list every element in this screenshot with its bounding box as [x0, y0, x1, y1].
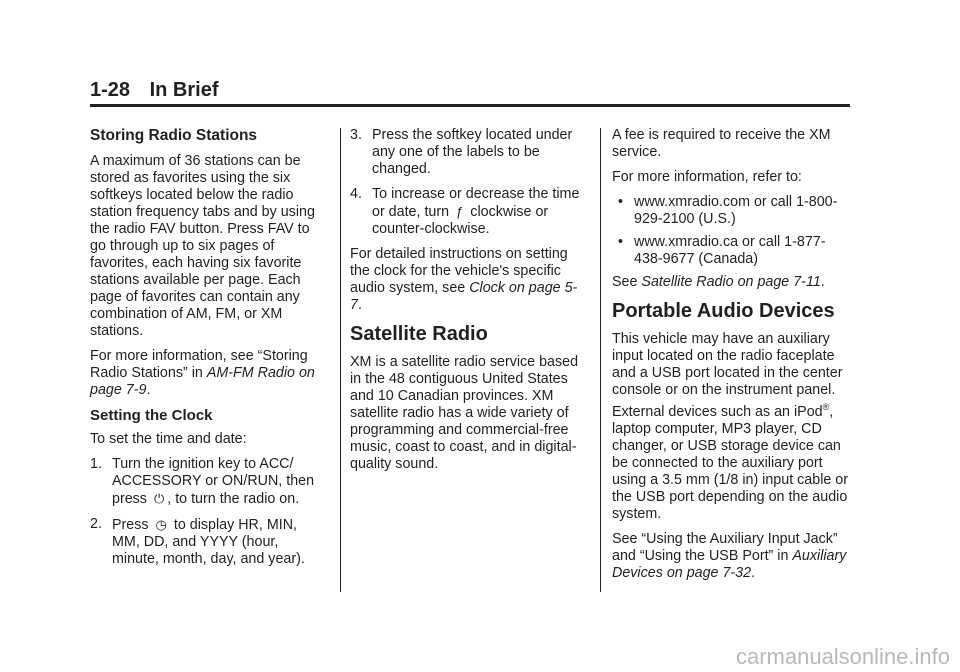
- section-title: In Brief: [149, 79, 219, 101]
- bullet-text: www.xmradio.ca or call 1-877-438-9677 (Canada): [634, 234, 826, 267]
- aux-text: See “Using the Auxiliary Input Jack” and “Using the USB Port” in: [612, 530, 838, 564]
- see-text: See: [612, 274, 642, 290]
- step-2-text-a: Press: [112, 517, 149, 533]
- bullet-icon: •: [618, 194, 624, 210]
- bullet-text: www.xmradio.com or call 1-800-929-2100 (U.S.): [634, 194, 838, 227]
- column-1: [90, 127, 326, 576]
- tune-knob-icon: ƒ: [456, 204, 464, 219]
- column-2: [350, 127, 586, 481]
- detail-link[interactable]: Clock on page 5-7: [350, 280, 578, 313]
- page-number: 1-28: [90, 79, 131, 101]
- list-item: [612, 194, 850, 228]
- more-info-link[interactable]: AM-FM Radio on page 7-9: [90, 365, 315, 398]
- bullet-icon: •: [618, 234, 624, 250]
- step-1: [90, 456, 326, 508]
- storing-more-info: [90, 348, 326, 399]
- step-4-number: 4.: [350, 186, 362, 202]
- step-2-number: 2.: [90, 516, 102, 532]
- more-info-text: For more information, see “Storing Radio Stations” in: [90, 348, 308, 381]
- step-1-number: 1.: [90, 456, 102, 472]
- clock-intro: To set the time and date:: [90, 431, 247, 447]
- aux-reference: [612, 531, 850, 582]
- header-rule: [90, 104, 850, 107]
- list-item: [612, 234, 850, 268]
- column-3: [612, 127, 850, 590]
- clock-detail: [350, 246, 586, 314]
- storing-heading: Storing Radio Stations: [90, 127, 258, 144]
- detail-end: .: [357, 297, 362, 313]
- column-divider-1: [340, 128, 341, 592]
- portable-heading: Portable Audio Devices: [612, 300, 835, 322]
- step-1-text-a: Turn the ignition key to ACC/ ACCESSORY or ON/RUN, then press: [112, 456, 315, 507]
- clock-heading: Setting the Clock: [90, 407, 213, 424]
- step-2-text-b: to display HR, MIN, MM, DD, and YYYY (hour, minute, month, day, and year).: [112, 517, 305, 567]
- column-divider-2: [600, 128, 601, 592]
- satellite-paragraph: XM is a satellite radio service based in the 48 contiguous United States and 10 Canadian provinces. XM satellite radio has a wide variety of programming and commercial-free music, coast to coast, and in digital-quality sound.: [350, 354, 579, 472]
- fee-text: A fee is required to receive the XM service.: [612, 127, 831, 160]
- portable-text-a: This vehicle may have an auxiliary input located on the radio faceplate and a USB port located in the center console or on the instrument panel. External devices such as an iPod: [612, 331, 843, 420]
- step-4-text-b: clockwise or counter-clockwise.: [372, 204, 549, 237]
- portable-paragraph: [612, 331, 850, 523]
- step-2: [90, 516, 326, 568]
- clock-icon: ◷: [155, 517, 167, 532]
- page-header: [90, 78, 219, 102]
- portable-text-b: , laptop computer, MP3 player, CD changer, or USB storage device can be connected to the auxiliary port using a 3.5 mm (1/8 in) input cable or the USB port depending on the audio system.: [612, 403, 849, 522]
- power-icon: ⏻: [153, 491, 165, 506]
- registered-mark: ®: [822, 402, 830, 412]
- step-3-number: 3.: [350, 127, 362, 143]
- watermark: carmanualsonline.info: [735, 644, 950, 669]
- step-3-text: Press the softkey located under any one of the labels to be changed.: [372, 127, 573, 177]
- see-end: .: [820, 274, 825, 290]
- step-4-text-a: To increase or decrease the time or date, turn: [372, 186, 580, 220]
- step-4: [350, 186, 586, 238]
- step-3: [350, 127, 586, 178]
- see-link[interactable]: Satellite Radio on page 7-11: [641, 274, 821, 290]
- storing-paragraph: A maximum of 36 stations can be stored as favorites using the six softkeys located below the radio station frequency tabs and by using the radio FAV button. Press FAV to go through up to six pages of favorites, each having six favorite stations available per page. Each page of favorites can contain any combination of AM, FM, or XM stations.: [90, 153, 315, 339]
- aux-end: .: [751, 564, 756, 581]
- more-info-refer: For more information, refer to:: [612, 169, 802, 185]
- aux-link[interactable]: Auxiliary Devices on page 7-32: [612, 547, 847, 581]
- detail-text: For detailed instructions on setting the clock for the vehicle's specific audio system, see: [350, 246, 568, 296]
- see-satellite: [612, 274, 850, 291]
- step-1-text-b: , to turn the radio on.: [167, 491, 300, 507]
- satellite-heading: Satellite Radio: [350, 323, 488, 345]
- more-info-end: .: [146, 382, 151, 398]
